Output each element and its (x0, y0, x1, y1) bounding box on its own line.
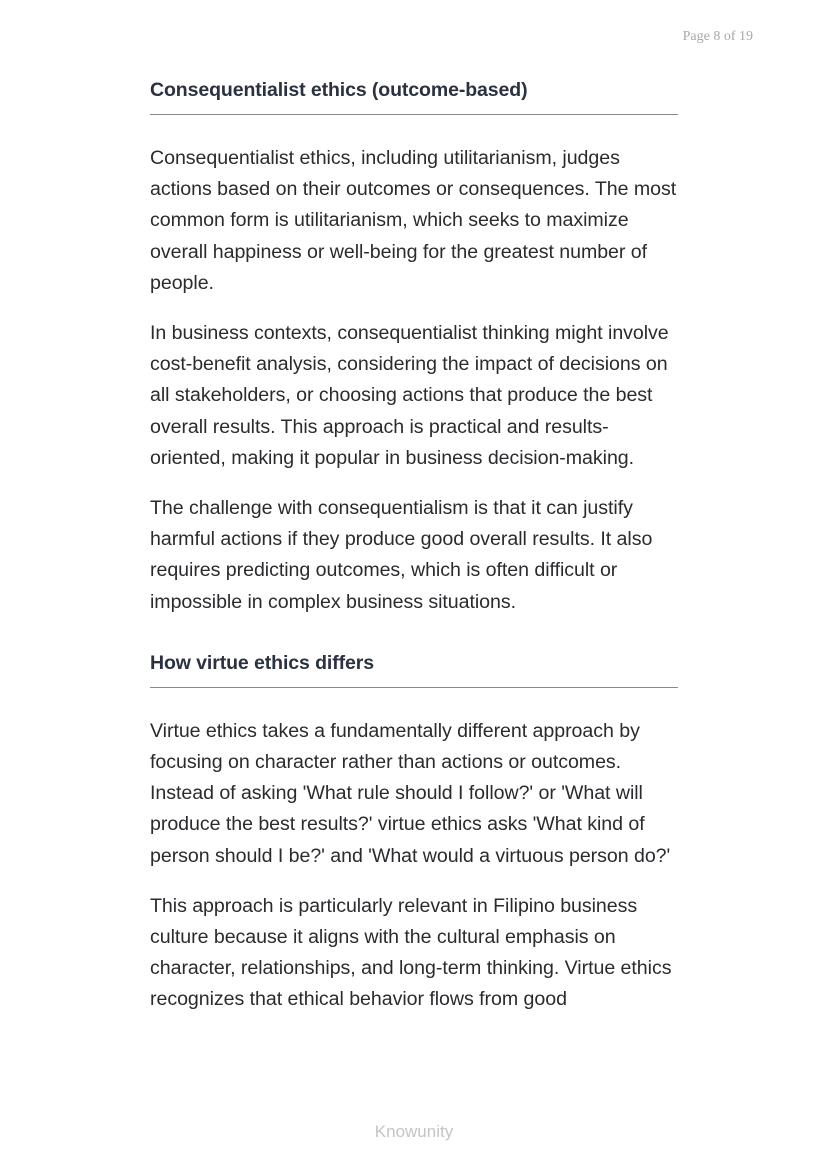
paragraph: The challenge with consequentialism is that it can justify harmful actions if they produce good overall results. It also requires predicting outcomes, which is often difficult or impossible in complex business situations. (150, 497, 653, 613)
section-divider (150, 114, 678, 115)
paragraph: This approach is particularly relevant in Filipino business culture because it aligns with the cultural emphasis on character, relationships, and long-term thinking. Virtue ethics recognizes that ethical behavior flows from good (150, 894, 672, 1011)
paragraph: Consequentialist ethics, including utilitarianism, judges actions based on their outcomes or consequences. The most common form is utilitarianism, which seeks to maximize overall happiness or well-being for the greatest number of people. (150, 147, 677, 294)
section-heading: Consequentialist ethics (outcome-based) (150, 79, 528, 101)
paragraph: In business contexts, consequentialist thinking might involve cost-benefit analysis, considering the impact of decisions on all stakeholders, or choosing actions that produce the best overall results. This approach is practical and results-oriented, making it popular in business decision-making. (150, 322, 669, 469)
page-number: Page 8 of 19 (682, 29, 753, 44)
section-divider (150, 687, 678, 688)
document-content (150, 76, 680, 1016)
section-virtue-ethics-differs (150, 649, 680, 1016)
section-consequentialist-ethics (150, 76, 680, 618)
footer-brand-logo-text: Knowunity (374, 1122, 454, 1141)
section-heading: How virtue ethics differs (150, 651, 374, 674)
paragraph: Virtue ethics takes a fundamentally different approach by focusing on character rather than actions or outcomes. Instead of asking 'What rule should I follow?' or 'What will produce the best results?' virtue ethics asks 'What kind of person should I be?' and 'What would a virtuous person do?' (150, 719, 671, 867)
